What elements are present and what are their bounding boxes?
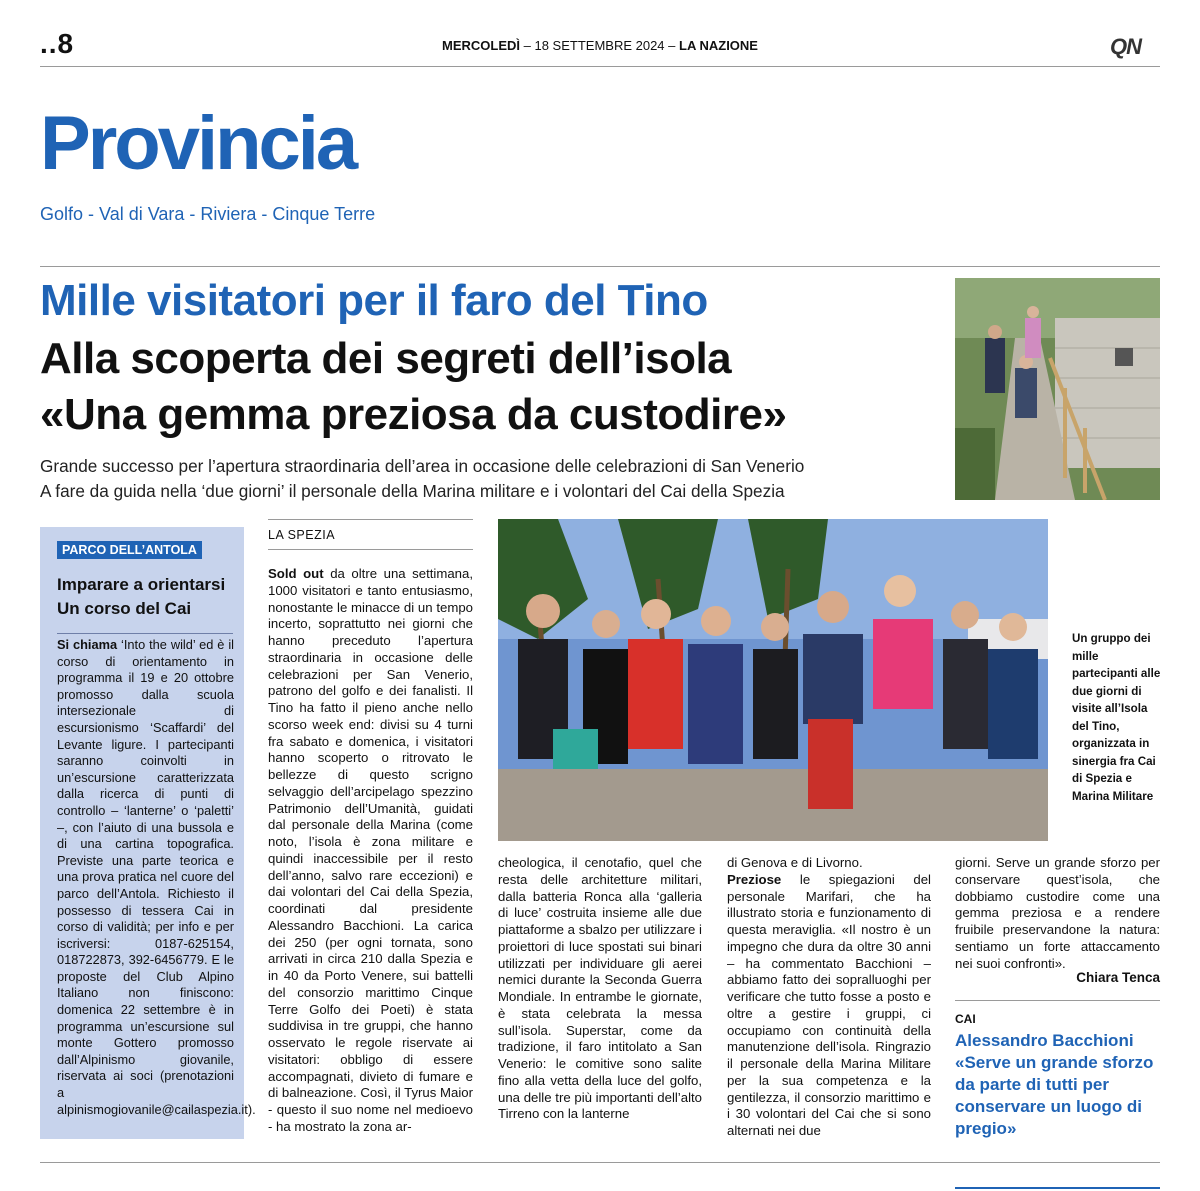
section-rule [40, 266, 1160, 267]
quote-text: «Serve un grande sforzo da parte di tutti per conservare un luogo di pregio» [955, 1053, 1154, 1138]
sidebar-text: ‘Into the wild’ ed è il corso di orientamento in programma il 19 e 20 ottobre promosso dalla scuola intersezionale di escursionismo ‘Scaffardi’ del Levante ligure. I partecipanti saranno coinvolti in un’escursione caratterizzata dalla ricerca di punti di controllo – ‘lanterne’ o ‘paletti’ –, con l’aiuto di una bussola e di una cartina topografica. Previste una parte teorica e una prova pratica nel cuore del parco dell’Antola. Richiesto il possesso di tessera Cai in corso di validità; per info e per iscriversi: 0187-625154, 018722873, 392-6456779. E le proposte del Club Alpino Italiano non finiscono: domenica 22 settembre è in programma un’escursione sul monte Gottero promosso dall’Alpinismo giovanile, riservata ai soci (prenotazioni a alpinismogiovanile@cailaspezia.it). [57, 637, 256, 1117]
dateline-rule-bottom [268, 549, 473, 550]
group-photo-art [498, 519, 1048, 841]
header-rule [40, 66, 1160, 67]
section-subtitle: Golfo - Val di Vara - Riviera - Cinque Terre [40, 204, 376, 224]
section-title: Provincia [40, 101, 356, 186]
footer-rule [40, 1162, 1160, 1163]
byline: Chiara Tenca [1076, 970, 1160, 985]
header-dash: – [668, 38, 680, 53]
photo-caption: Un gruppo dei mille partecipanti alle due giorni di visite all’Isola del Tino, organizzata in sinergia fra Cai di Spezia e Marina Militare [1072, 632, 1161, 803]
quote-rule [955, 1000, 1160, 1001]
dateline: LA SPEZIA [268, 528, 336, 542]
headline-primary: Mille visitatori per il faro del Tino [40, 276, 708, 325]
sidebar-title-line: Un corso del Cai [57, 599, 192, 618]
headline-secondary: Alla scoperta dei segreti dell’isola [40, 334, 732, 383]
paragraph-lead: Preziose [727, 871, 782, 887]
quote-label: CAI [955, 1012, 976, 1026]
article-text: le spiegazioni del personale Marifari, che ha illustrato storia e funzionamento di questa meraviglia. «Il nostro è un impegno che dura da oltre 30 anni – ha commentato Bacchioni – abbiamo fatto dei sopralluoghi per verificare che tutto fosse a posto e oltre a gestire i gruppi, ci occupiamo con continuità della manutenzione dell’isola. Ringrazio il personale della Marina Militare per la sua competenza e la gentilezza, il consorzio marittimo e i 30 volontari del Cai che si sono alternati nei due [727, 871, 931, 1138]
headline-quote: «Una gemma preziosa da custodire» [40, 390, 787, 439]
sidebar-title [57, 573, 237, 621]
article-text: da oltre una settimana, 1000 visitatori e tanto entusiasmo, nonostante le minacce di un tempo incerto, soprattutto nei giorni che hanno preceduto l’apertura straordinaria in occasione delle celebrazioni per San Venerio, patrono del golfo e dei fanalisti. Il Tino ha fatto il pieno anche nello scorso week end: divisi su 4 turni fra sabato e domenica, i visitatori hanno scoperto o ritrovato le bellezze di questo scrigno selvaggio dell’arcipelago spezzino Patrimonio dell’Umanità, guidati dal personale della Marina (come noto, l’isola è zona militare e quindi inaccessibile per il resto dell’anno, salvo rare eccezioni) e dai volontari del Cai della Spezia, coordinati dal presidente Alessandro Bacchioni. La carica dei 250 (per ogni tornata, sono arrivati in circa 210 dalla Spezia e in 40 da Porto Venere, sui battelli del consorzio marittimo Cinque Terre Golfo dei Poeti) è stata suddivisa in tre gruppi, che hanno osservato le regole riservate ai visitatori: obbligo di essere accompagnati, divieto di fumare e di balneazione. Così, il Tyrus Maior - questo il suo nome nel medioevo - ha mostrato la zona ar- [268, 566, 473, 1134]
article-lead: Sold out [268, 566, 324, 581]
deck-line: Grande successo per l’apertura straordinaria dell’area in occasione delle celebrazioni di San Venerio [40, 456, 805, 476]
deck-line: A fare da guida nella ‘due giorni’ il personale della Marina militare e i volontari del Cai della Spezia [40, 481, 785, 501]
header-newspaper: LA NAZIONE [679, 38, 758, 53]
quote-name: Alessandro Bacchioni [955, 1031, 1134, 1050]
sidebar-kicker: PARCO DELL’ANTOLA [57, 541, 202, 559]
running-header [300, 38, 900, 53]
sidebar-divider [57, 633, 233, 634]
article-column-3 [727, 855, 931, 1140]
qn-logo: QN [1110, 34, 1141, 59]
article-column-2: cheologica, il cenotafio, quel che resta delle architetture militari, dalla batteria Ronca alla ‘galleria di luce’ costruita insieme alle due piattaforme a sbalzo per utilizzare i proiettori di luce spostati sui binari utilizzati per individuare gli aerei nemici durante la Seconda Guerra Mondiale. In entrambe le giornate, è stata celebrata la messa sull’isola. Superstar, come da tradizione, il faro intitolato a San Venerio: le comitive sono salite fino alla vetta della luce del golfo, una delle tre più importanti dell’alto Tirreno con la lanterne [498, 855, 702, 1122]
header-weekday: MERCOLEDÌ [442, 38, 521, 53]
sidebar-box [40, 527, 256, 1139]
footer-accent-rule [955, 1187, 1160, 1189]
article-column-4: giorni. Serve un grande sforzo per conservare quest’isola, che dobbiamo custodire come una gemma preziosa e a rendere fruibile preservandone la natura: sentiamo un forte attaccamento nei suoi confronti». [955, 855, 1160, 971]
sidebar-body [57, 637, 256, 1118]
sidebar-title-line: Imparare a orientarsi [57, 575, 226, 594]
article-column-1 [268, 566, 473, 1136]
header-dash: – [523, 38, 535, 53]
stairway-photo [955, 278, 1160, 500]
group-photo [498, 519, 1048, 841]
sidebar-lead: Si chiama [57, 637, 118, 652]
stairway-photo-art [955, 278, 1160, 500]
page-number: ..8 [40, 28, 75, 59]
article-deck [40, 454, 804, 504]
dateline-rule [268, 519, 473, 520]
article-text: di Genova e di Livorno. [727, 855, 863, 870]
header-date: 18 SETTEMBRE 2024 [534, 38, 665, 53]
